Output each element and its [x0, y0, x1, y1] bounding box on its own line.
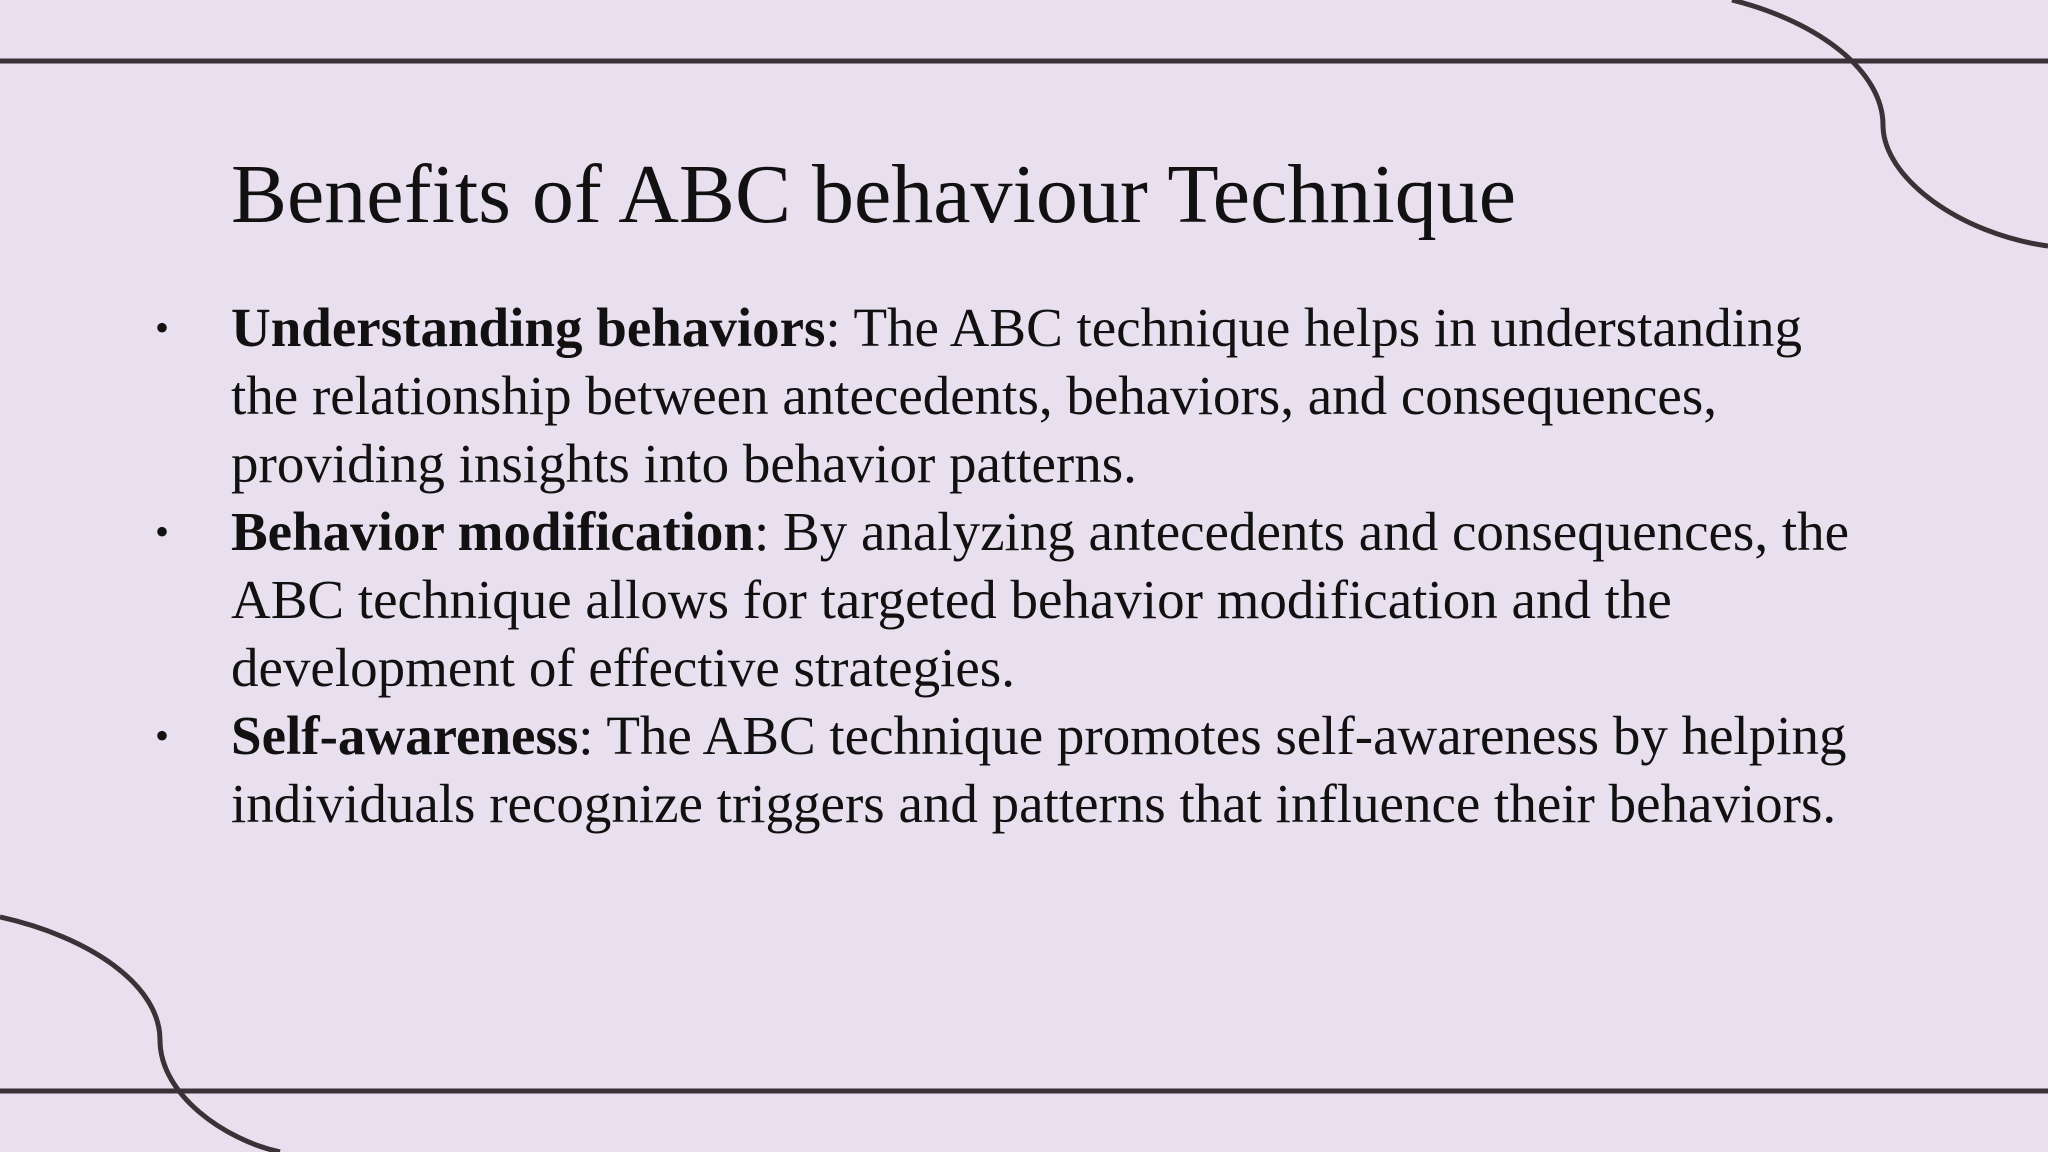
bullet-icon: • — [155, 305, 170, 350]
bullet-icon: • — [155, 713, 170, 758]
slide-title: Benefits of ABC behaviour Technique — [231, 148, 1516, 241]
bullet-text: : The ABC technique helps in understanding the relationship between antecedents, behaviors, and consequences, providing insights into behavior patterns. — [231, 297, 1803, 494]
bullet-term: Self-awareness — [231, 705, 579, 766]
bullet-icon: • — [155, 509, 170, 554]
bullet-text: : By analyzing antecedents and consequences, the ABC technique allows for targeted behavior modification and the development of effective strategies. — [231, 501, 1850, 698]
bullet-term: Behavior modification — [231, 501, 755, 562]
bullet-text: : The ABC technique promotes self-awareness by helping individuals recognize triggers and patterns that influence their behaviors. — [231, 705, 1847, 834]
bullet-list — [0, 294, 1871, 838]
top-right-curve — [1732, 0, 2048, 246]
bullet-term: Understanding behaviors — [231, 297, 826, 358]
list-item — [0, 294, 1871, 498]
list-item — [0, 702, 1871, 838]
list-item — [0, 498, 1871, 702]
bottom-left-curve — [0, 917, 280, 1152]
